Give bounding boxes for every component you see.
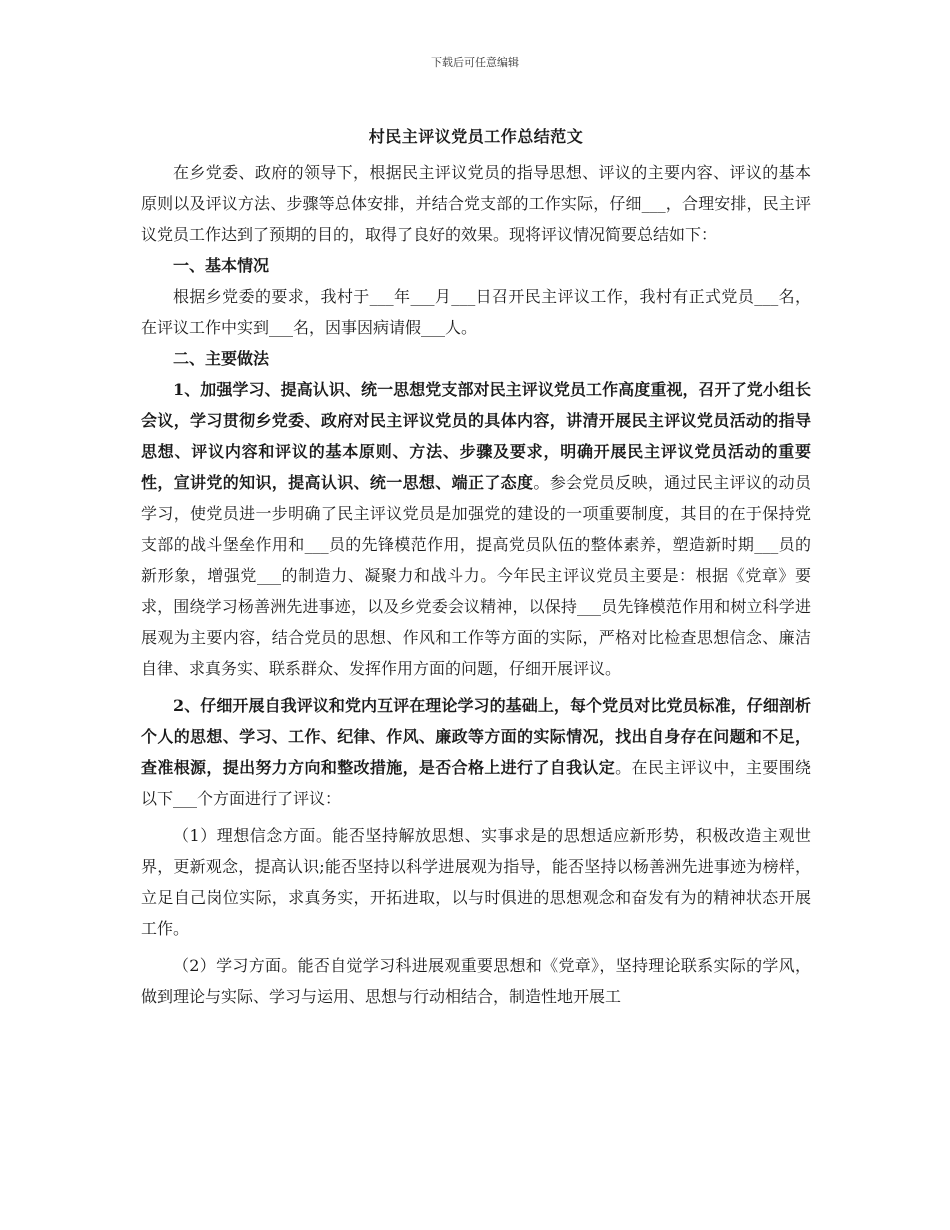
document-body <box>141 124 811 1012</box>
document-title: 村民主评议党员工作总结范文 <box>368 127 584 146</box>
method-item-1-text: 。参会党员反映，通过民主评议的动员学习，使党员进一步明确了民主评议党员是加强党的建设的一项重要制度，其目的在于保持党支部的战斗堡垒作用和___员的先锋模范作用，提高党员队伍的整体素养，塑造新时期___员的新形象，增强党___的制造力、凝聚力和战斗力。今年民主评议党员主要是：根据《党章》要求，围绕学习杨善洲先进事迹，以及乡党委会议精神，以保持___员先锋模范作用和树立科学进展观为主要内容，结合党员的思想、作风和工作等方面的实际，严格对比检查思想信念、廉洁自律、求真务实、联系群众、发挥作用方面的问题，仔细开展评议。 <box>141 473 811 678</box>
sub-item-1: （1）理想信念方面。能否坚持解放思想、实事求是的思想适应新形势，积极改造主观世界，更新观念，提高认识;能否坚持以科学进展观为指导，能否坚持以杨善洲先进事迹为榜样，立足自己岗位实际，求真务实，开拓进取，以与时俱进的思想观念和奋发有为的精神状态开展工作。 <box>141 826 811 938</box>
method-item-1-bold: 1、加强学习、提高认识、统一思想党支部对民主评议党员工作高度重视，召开了党小组长会议，学习贯彻乡党委、政府对民主评议党员的具体内容，讲清开展民主评议党员活动的指导思想、评议内容和评议的基本原则、方法、步骤及要求，明确开展民主评议党员活动的重要性，宣讲党的知识，提高认识、统一思想、端正了态度 <box>141 380 811 492</box>
method-item-2-bold: 2、仔细开展自我评议和党内互评在理论学习的基础上，每个党员对比党员标准，仔细剖析个人的思想、学习、工作、纪律、作风、廉政等方面的实际情况，找出自身存在问题和不足，查准根源，提出努力方向和整改措施，是否合格上进行了自我认定 <box>141 696 811 777</box>
basic-info-paragraph: 根据乡党委的要求，我村于___年___月___日召开民主评议工作，我村有正式党员___名，在评议工作中实到___名，因事因病请假___人。 <box>141 287 811 337</box>
page-header-note: 下载后可任意编辑 <box>431 56 519 69</box>
section-heading-basic: 一、基本情况 <box>173 256 270 275</box>
method-item-2-text: 。在民主评议中，主要围绕以下___个方面进行了评议： <box>141 758 811 808</box>
sub-item-2: （2）学习方面。能否自觉学习科进展观重要思想和《党章》，坚持理论联系实际的学风，做到理论与实际、学习与运用、思想与行动相结合，制造性地开展工 <box>141 956 811 1006</box>
method-item-2 <box>141 690 811 814</box>
section-heading-methods: 二、主要做法 <box>173 349 270 368</box>
intro-paragraph: 在乡党委、政府的领导下，根据民主评议党员的指导思想、评议的主要内容、评议的基本原则以及评议方法、步骤等总体安排，并结合党支部的工作实际，仔细___，合理安排，民主评议党员工作达到了预期的目的，取得了良好的效果。现将评议情况简要总结如下： <box>141 163 811 244</box>
method-item-1 <box>141 374 811 684</box>
